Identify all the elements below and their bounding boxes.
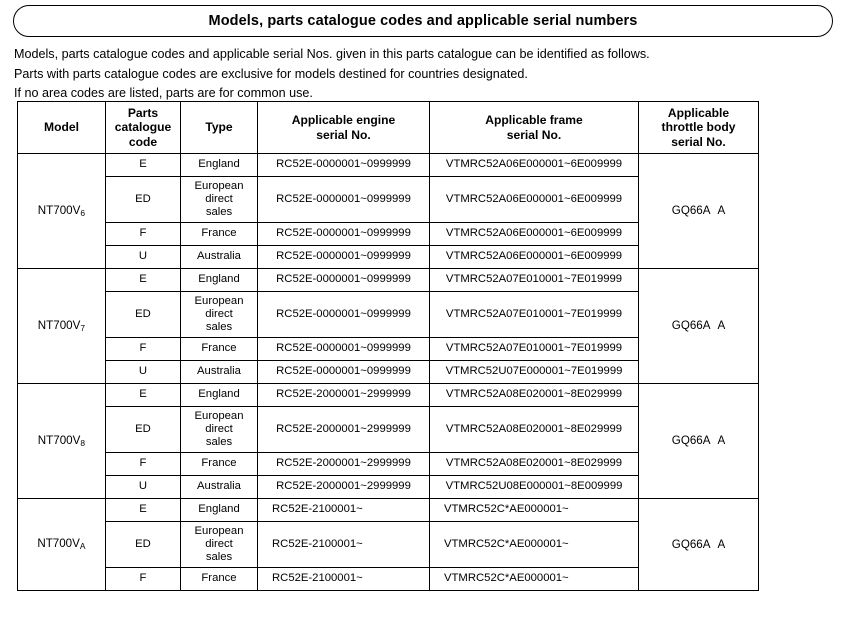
cell-parts-catalogue-code: U bbox=[106, 246, 181, 269]
cell-frame-serial-no: VTMRC52A08E020001~8E029999 bbox=[430, 407, 639, 453]
cell-frame-serial-no: VTMRC52C*AE000001~ bbox=[430, 499, 639, 522]
page-title-banner bbox=[13, 5, 833, 37]
column-header-applicable-engine-serial-no bbox=[258, 102, 430, 154]
cell-type: England bbox=[181, 384, 258, 407]
cell-type bbox=[181, 522, 258, 568]
header-line: Applicable bbox=[667, 105, 730, 120]
cell-model: NT700V7 bbox=[18, 269, 106, 384]
cell-engine-serial-no: RC52E-0000001~0999999 bbox=[258, 246, 430, 269]
cell-frame-serial-no: VTMRC52A07E010001~7E019999 bbox=[430, 269, 639, 292]
cell-type-line: direct bbox=[205, 307, 233, 320]
cell-frame-serial-no: VTMRC52A08E020001~8E029999 bbox=[430, 453, 639, 476]
cell-frame-serial-no: VTMRC52A06E000001~6E009999 bbox=[430, 246, 639, 269]
cell-throttle-body-serial-no: GQ66A A bbox=[639, 154, 759, 269]
table-header bbox=[18, 102, 759, 154]
column-header-type: Type bbox=[181, 102, 258, 154]
cell-type: Australia bbox=[181, 246, 258, 269]
cell-throttle-body-serial-no: GQ66A A bbox=[639, 499, 759, 591]
cell-type-line: European bbox=[194, 294, 244, 307]
cell-frame-serial-no: VTMRC52A07E010001~7E019999 bbox=[430, 338, 639, 361]
cell-engine-serial-no: RC52E-0000001~0999999 bbox=[258, 269, 430, 292]
intro-line: Models, parts catalogue codes and applicable serial Nos. given in this parts catalogue can be identified as follows. bbox=[14, 47, 650, 61]
table-header-row bbox=[18, 102, 759, 154]
header-line: Parts bbox=[127, 105, 159, 120]
cell-parts-catalogue-code: F bbox=[106, 223, 181, 246]
cell-type: England bbox=[181, 269, 258, 292]
cell-engine-serial-no: RC52E-2100001~ bbox=[258, 568, 430, 591]
column-header-model: Model bbox=[18, 102, 106, 154]
cell-type-line: direct bbox=[205, 192, 233, 205]
page-title: Models, parts catalogue codes and applicable serial numbers bbox=[208, 13, 638, 29]
models-serial-numbers-table bbox=[17, 101, 759, 591]
cell-frame-serial-no: VTMRC52A08E020001~8E029999 bbox=[430, 384, 639, 407]
cell-frame-serial-no: VTMRC52A06E000001~6E009999 bbox=[430, 154, 639, 177]
intro-line: Parts with parts catalogue codes are exclusive for models destined for countries designated. bbox=[14, 66, 528, 81]
cell-type: France bbox=[181, 568, 258, 591]
cell-type: England bbox=[181, 499, 258, 522]
header-line: throttle body bbox=[661, 120, 736, 135]
table-row bbox=[18, 499, 759, 522]
cell-engine-serial-no: RC52E-0000001~0999999 bbox=[258, 177, 430, 223]
header-line: catalogue bbox=[114, 120, 172, 135]
cell-type-line: sales bbox=[205, 321, 233, 334]
cell-type: England bbox=[181, 154, 258, 177]
cell-type bbox=[181, 292, 258, 338]
cell-engine-serial-no: RC52E-2100001~ bbox=[258, 522, 430, 568]
table-row bbox=[18, 269, 759, 292]
cell-type-line: sales bbox=[205, 551, 233, 564]
cell-engine-serial-no: RC52E-2000001~2999999 bbox=[258, 384, 430, 407]
model-subscript: 6 bbox=[80, 207, 86, 218]
cell-type: France bbox=[181, 338, 258, 361]
cell-parts-catalogue-code: ED bbox=[106, 407, 181, 453]
cell-frame-serial-no: VTMRC52C*AE000001~ bbox=[430, 568, 639, 591]
cell-parts-catalogue-code: F bbox=[106, 338, 181, 361]
cell-frame-serial-no: VTMRC52U07E000001~7E019999 bbox=[430, 361, 639, 384]
cell-type bbox=[181, 407, 258, 453]
cell-engine-serial-no: RC52E-0000001~0999999 bbox=[258, 223, 430, 246]
cell-frame-serial-no: VTMRC52U08E000001~8E009999 bbox=[430, 476, 639, 499]
header-line: serial No. bbox=[506, 127, 562, 142]
cell-engine-serial-no: RC52E-2100001~ bbox=[258, 499, 430, 522]
cell-model: NT700V6 bbox=[18, 154, 106, 269]
header-line: Applicable frame bbox=[485, 113, 583, 127]
column-header-parts-catalogue-code bbox=[106, 102, 181, 154]
cell-type: Australia bbox=[181, 361, 258, 384]
header-line: code bbox=[128, 134, 158, 149]
cell-engine-serial-no: RC52E-0000001~0999999 bbox=[258, 361, 430, 384]
cell-engine-serial-no: RC52E-0000001~0999999 bbox=[258, 338, 430, 361]
header-line: serial No. bbox=[316, 127, 371, 142]
cell-type: Australia bbox=[181, 476, 258, 499]
cell-parts-catalogue-code: E bbox=[106, 154, 181, 177]
cell-type bbox=[181, 177, 258, 223]
cell-parts-catalogue-code: E bbox=[106, 499, 181, 522]
cell-parts-catalogue-code: U bbox=[106, 476, 181, 499]
cell-parts-catalogue-code: E bbox=[106, 384, 181, 407]
cell-frame-serial-no: VTMRC52C*AE000001~ bbox=[430, 522, 639, 568]
intro-paragraph bbox=[14, 45, 814, 104]
cell-type-line: European bbox=[194, 524, 244, 537]
cell-frame-serial-no: VTMRC52A07E010001~7E019999 bbox=[430, 292, 639, 338]
cell-parts-catalogue-code: F bbox=[106, 568, 181, 591]
cell-engine-serial-no: RC52E-2000001~2999999 bbox=[258, 407, 430, 453]
cell-type-line: European bbox=[194, 179, 244, 192]
cell-engine-serial-no: RC52E-0000001~0999999 bbox=[258, 292, 430, 338]
cell-parts-catalogue-code: ED bbox=[106, 522, 181, 568]
model-subscript: 7 bbox=[80, 322, 86, 333]
model-subscript: A bbox=[79, 541, 86, 552]
cell-engine-serial-no: RC52E-0000001~0999999 bbox=[258, 154, 430, 177]
table-body bbox=[18, 154, 759, 591]
cell-type: France bbox=[181, 453, 258, 476]
cell-type-line: European bbox=[194, 409, 244, 422]
header-line: serial No. bbox=[671, 134, 726, 149]
cell-frame-serial-no: VTMRC52A06E000001~6E009999 bbox=[430, 177, 639, 223]
column-header-applicable-frame-serial-no bbox=[430, 102, 639, 154]
header-line: Applicable engine bbox=[291, 113, 396, 127]
cell-engine-serial-no: RC52E-2000001~2999999 bbox=[258, 476, 430, 499]
column-header-applicable-throttle-body-serial-no bbox=[639, 102, 759, 154]
cell-throttle-body-serial-no: GQ66A A bbox=[639, 384, 759, 499]
table-row bbox=[18, 384, 759, 407]
cell-parts-catalogue-code: ED bbox=[106, 177, 181, 223]
cell-parts-catalogue-code: E bbox=[106, 269, 181, 292]
cell-model: NT700V8 bbox=[18, 384, 106, 499]
cell-type-line: sales bbox=[205, 206, 233, 219]
cell-throttle-body-serial-no: GQ66A A bbox=[639, 269, 759, 384]
cell-type-line: direct bbox=[205, 422, 233, 435]
cell-model: NT700VA bbox=[18, 499, 106, 591]
cell-parts-catalogue-code: F bbox=[106, 453, 181, 476]
model-subscript: 8 bbox=[80, 437, 86, 448]
cell-frame-serial-no: VTMRC52A06E000001~6E009999 bbox=[430, 223, 639, 246]
cell-parts-catalogue-code: U bbox=[106, 361, 181, 384]
cell-type-line: sales bbox=[205, 436, 233, 449]
intro-line: If no area codes are listed, parts are for common use. bbox=[14, 86, 313, 100]
cell-type-line: direct bbox=[205, 537, 233, 550]
cell-engine-serial-no: RC52E-2000001~2999999 bbox=[258, 453, 430, 476]
cell-parts-catalogue-code: ED bbox=[106, 292, 181, 338]
cell-type: France bbox=[181, 223, 258, 246]
table-row bbox=[18, 154, 759, 177]
